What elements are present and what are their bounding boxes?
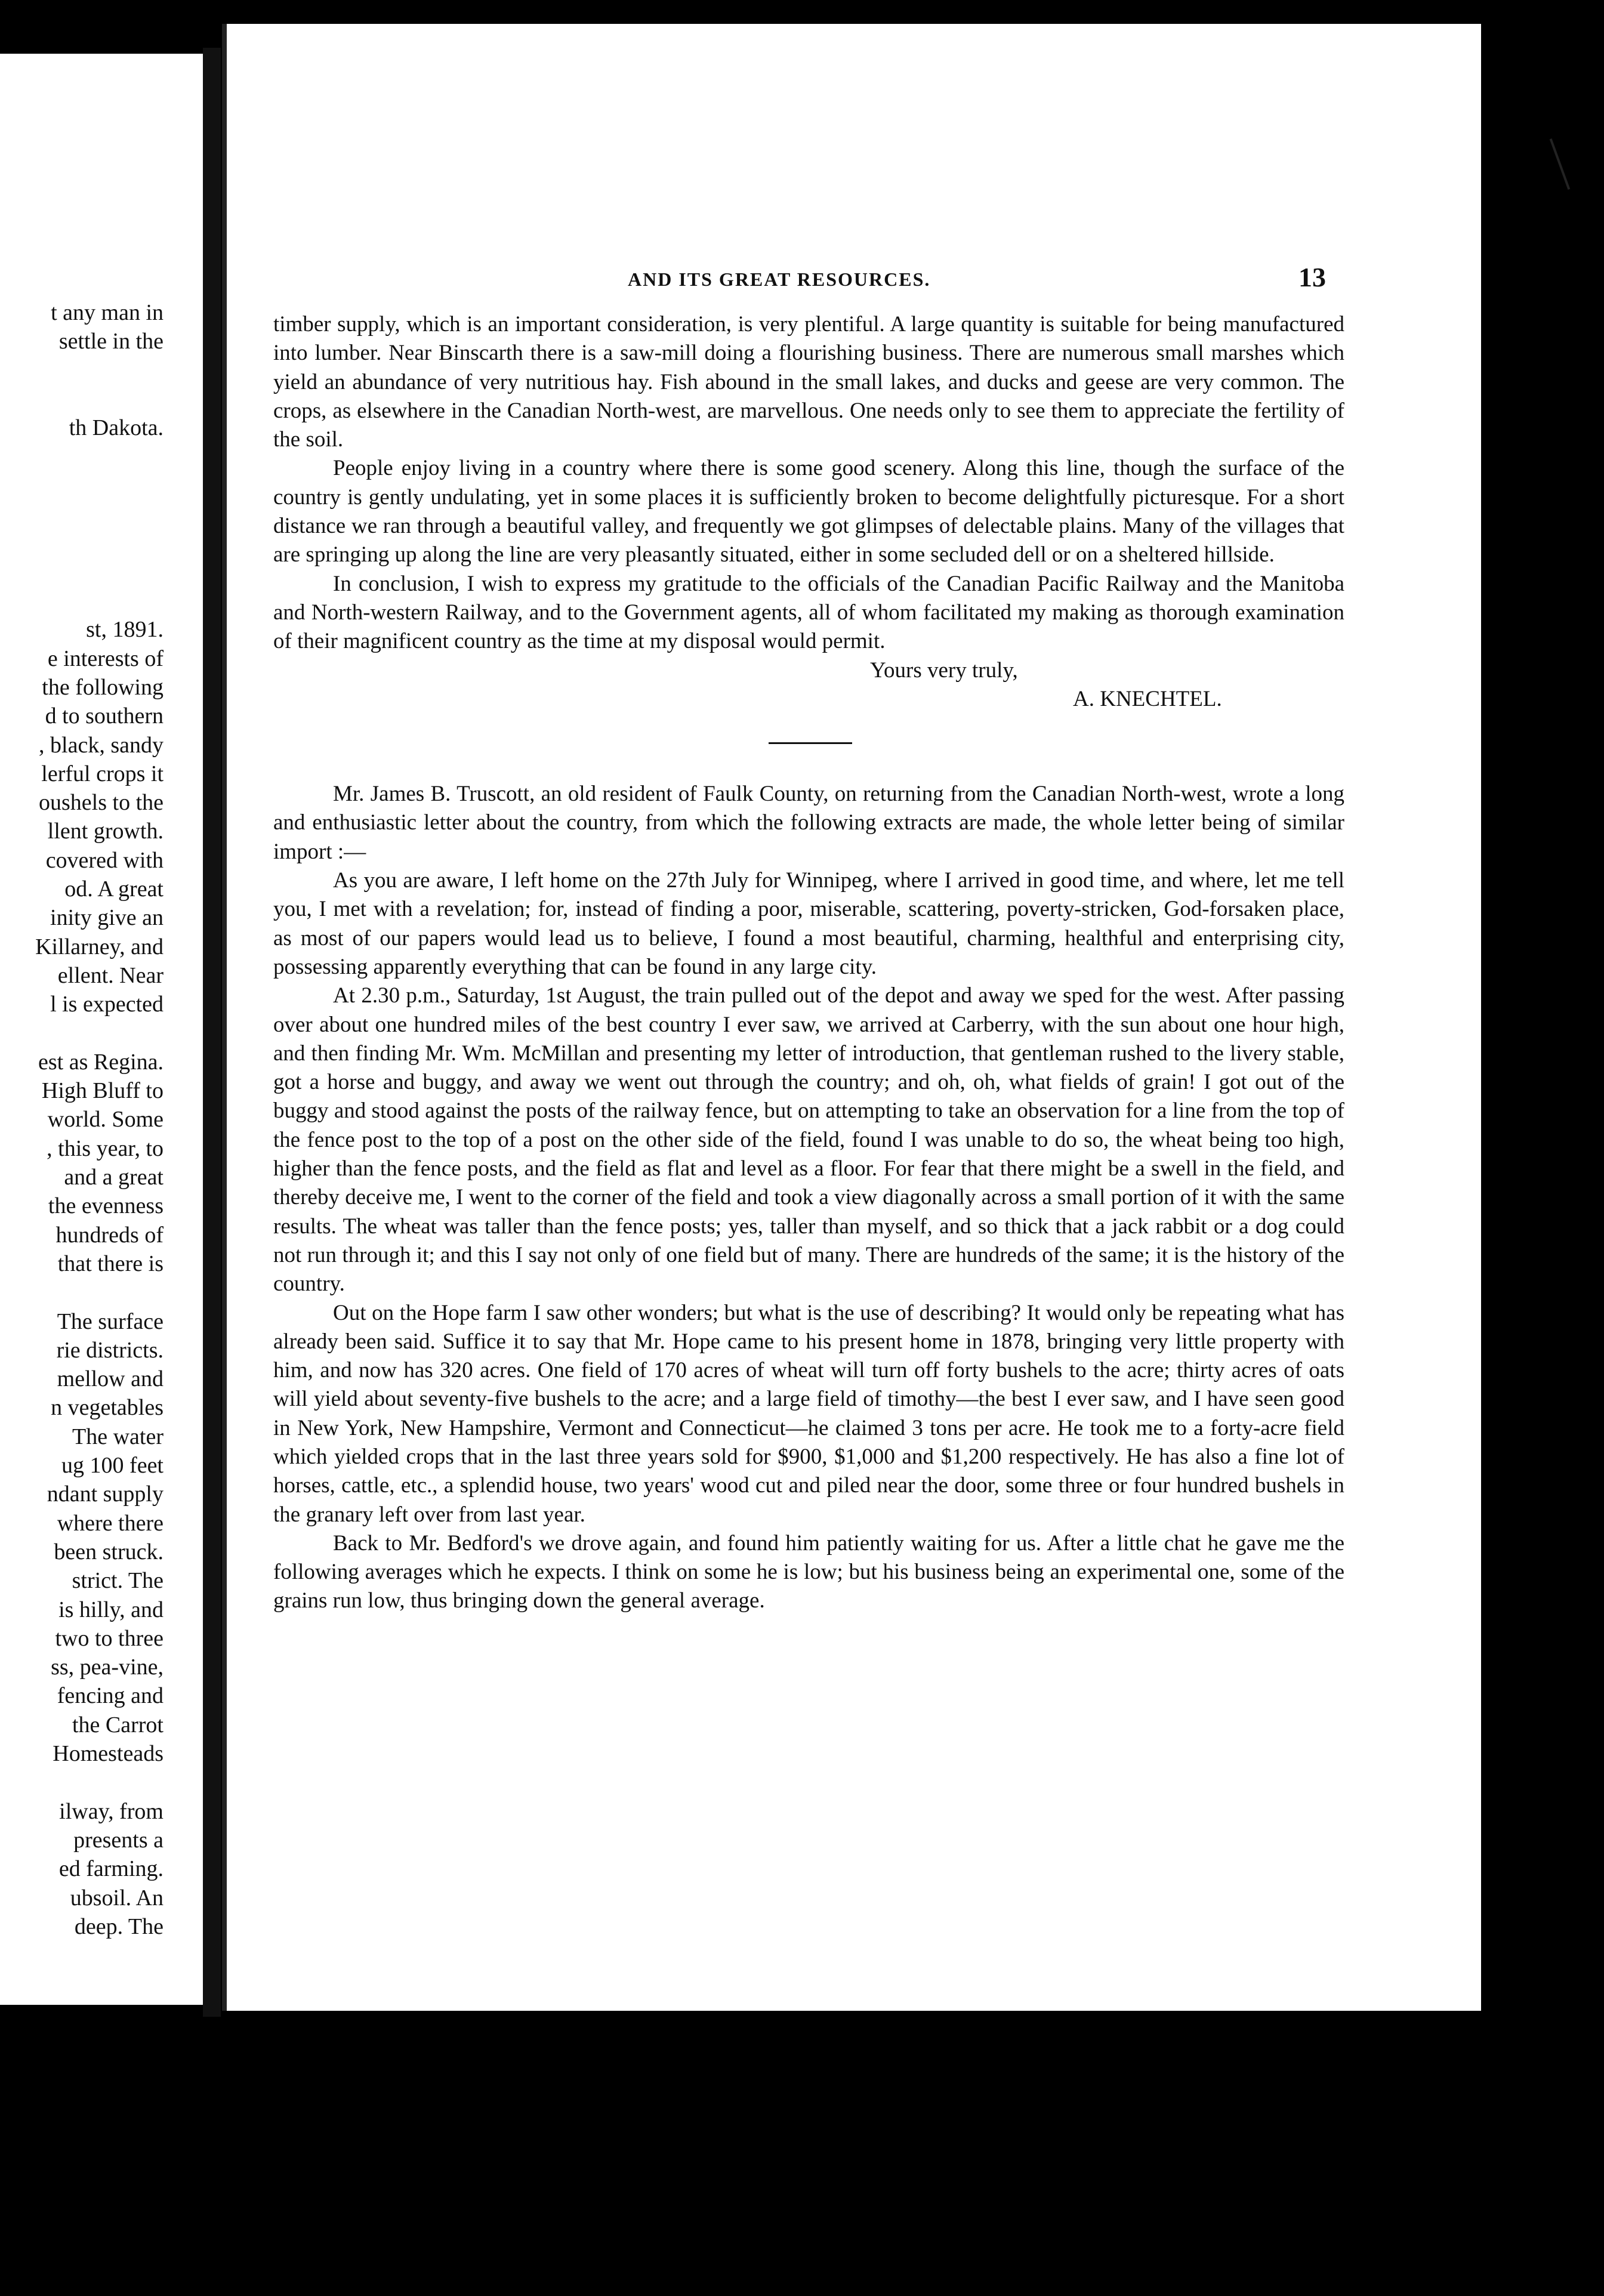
left-page-line: th Dakota.	[69, 415, 164, 441]
left-page-line: covered with	[45, 847, 164, 873]
left-page-line: and a great	[64, 1165, 164, 1190]
left-page-line: od. A great	[64, 877, 164, 902]
left-page-line: ellent. Near	[57, 962, 164, 988]
left-page-line: deep. The	[74, 1914, 164, 1939]
left-page-line: st, 1891.	[86, 617, 164, 643]
left-page-line: the following	[42, 674, 164, 700]
left-page-line: ilway, from	[59, 1798, 164, 1824]
body-text	[273, 310, 1344, 1616]
left-page-line: mellow and	[57, 1366, 164, 1392]
left-page-line: , this year, to	[47, 1135, 164, 1161]
scan-mark	[1550, 138, 1571, 190]
left-page-line: e interests of	[47, 646, 164, 671]
left-page-line: settle in the	[58, 329, 164, 354]
left-page-line: oushels to the	[39, 790, 164, 816]
left-page-line: ubsoil. An	[70, 1885, 164, 1911]
left-page-line: , black, sandy	[39, 732, 164, 758]
left-page-line: High Bluff to	[41, 1078, 164, 1104]
page-13	[222, 24, 1481, 2011]
paragraph-winnipeg: As you are aware, I left home on the 27th July for Winnipeg, where I arrived in good time, and where, let me tell you, I met with a revelation; for, instead of finding a poor, miserable, scattering, poverty-stricken, God-forsaken place, as most of our papers would lead us to believe, I found a most beautiful, charming, healthful and enterprising city, possessing apparently everything that can be found in any large city.	[273, 868, 1344, 979]
running-head: AND ITS GREAT RESOURCES.	[628, 269, 931, 290]
left-page-line: hundreds of	[55, 1222, 164, 1248]
left-page-line: ed farming.	[58, 1856, 164, 1882]
left-page-line: d to southern	[45, 703, 164, 729]
left-page-line: rie districts.	[56, 1337, 164, 1363]
left-page-line: that there is	[57, 1251, 164, 1276]
left-page-line: The water	[72, 1424, 164, 1449]
left-page-line: world. Some	[47, 1107, 164, 1132]
paragraph-scenery: People enjoy living in a country where there is some good scenery. Along this line, though the surface of the country is gently undulating, yet in some places it is sufficiently broken to become delightfully picturesque. For a short distance we ran through a beautiful valley, and frequently we got glimpses of delectable plains. Many of the villages that are springing up along the line are very pleasantly situated, either in some secluded dell or on a sheltered hillside.	[273, 456, 1344, 567]
left-page-line: where there	[57, 1510, 164, 1536]
paragraph-conclusion: In conclusion, I wish to express my gratitude to the officials of the Canadian Pacific Railway and the Manitoba and North-western Railway, and to the Government agents, all of whom facilitated my making as thorough examination of their magnificent country as the time at my disposal would permit.	[273, 571, 1344, 654]
left-page-line: strict. The	[72, 1568, 164, 1594]
left-page-line: is hilly, and	[58, 1597, 164, 1622]
left-page-line: been struck.	[54, 1539, 164, 1564]
left-page-line: two to three	[55, 1625, 164, 1651]
book-gutter	[203, 48, 221, 2017]
left-page-line: t any man in	[51, 300, 164, 325]
paragraph-timber-supply: timber supply, which is an important consideration, is very plentiful. A large quantity is suitable for being manufactured into lumber. Near Binscarth there is a saw-mill doing a flourishing business. There are numerous small marshes which yield an abundance of very nutritious hay. Fish abound in the small lakes, and ducks and geese are very common. The crops, as elsewhere in the Canadian North-west, are marvellous. One needs only to see them to appreciate the fertility of the soil.	[273, 312, 1344, 452]
left-page-line: ug 100 feet	[61, 1453, 164, 1478]
left-page-line: inity give an	[50, 905, 164, 931]
left-page-line: l is expected	[50, 992, 164, 1017]
left-page-line: the Carrot	[72, 1712, 164, 1738]
page-number: 13	[1298, 262, 1326, 292]
paragraph-truscott-intro: Mr. James B. Truscott, an old resident of Faulk County, on returning from the Canadian North-west, wrote a long and enthusiastic letter about the country, from which the following extracts are made, the whole letter being of similar import :—	[273, 782, 1344, 864]
left-page-line: fencing and	[57, 1683, 164, 1709]
letter-signature: A. KNECHTEL.	[1073, 686, 1222, 711]
left-page-line: llent growth.	[47, 819, 164, 844]
left-facing-page-fragment	[0, 54, 203, 2005]
paragraph-bedford: Back to Mr. Bedford's we drove again, and found him patiently waiting for us. After a little chat he gave me the following averages which he expects. I think on some he is low; but his business being an experimental one, some of the grains run low, thus bringing down the general average.	[273, 1530, 1344, 1613]
left-page-line: Homesteads	[53, 1741, 164, 1766]
left-page-line: the evenness	[48, 1193, 164, 1219]
left-page-line: ss, pea-vine,	[51, 1655, 164, 1680]
letter-closing: Yours very truly,	[870, 658, 1018, 683]
page-header	[222, 257, 1481, 292]
paragraph-carberry: At 2.30 p.m., Saturday, 1st August, the train pulled out of the depot and away we sped for the west. After passing over about one hundred miles of the best country I ever saw, we arrived at Carberry, with the sun about one hour high, and then finding Mr. Wm. McMillan and presenting my letter of introduction, that gentleman rushed to the livery stable, got a horse and buggy, and away we went out through the country; and oh, oh, what fields of grain! I got out of the buggy and stood against the posts of the railway fence, but on attempting to take an observation for a line from the top of the fence post to the top of a post on the other side of the field, found I was unable to do so, the wheat being too high, higher than the fence posts, and the field as flat and level as a floor. For fear that there might be a swell in the field, and thereby deceive me, I went to the corner of the field and took a view diagonally across a small portion of it with the same results. The wheat was taller than the fence posts; yes, taller than myself, and so thick that a jack rabbit or a dog could not run through it; and this I say not only of one field but of many. There are hundreds of the same; it is the history of the country.	[273, 983, 1344, 1297]
left-page-line: Killarney, and	[35, 934, 164, 959]
paragraph-hope-farm: Out on the Hope farm I saw other wonders; but what is the use of describing? It would only be repeating what has already been said. Suffice it to say that Mr. Hope came to his present home in 1878, bringing very little property with him, and now has 320 acres. One field of 170 acres of wheat will turn off forty bushels to the acre; thirty acres of oats will yield about seventy-five bushels to the acre; and a large field of timothy—the best I ever saw, and I have seen good in New York, New Hampshire, Vermont and Connecticut—he claimed 3 tons per acre. He took me to a forty-acre field which yielded crops that in the last three years sold for $900, $1,000 and $1,200 respectively. He has also a fine lot of horses, cattle, etc., a splendid house, two years' wood cut and piled near the door, some three or four hundred bushels in the granary left over from last year.	[273, 1300, 1344, 1527]
left-page-line: ndant supply	[47, 1482, 164, 1507]
section-divider	[769, 742, 852, 744]
left-page-line: est as Regina.	[38, 1049, 164, 1075]
left-page-line: n vegetables	[51, 1395, 164, 1421]
left-page-line: presents a	[73, 1827, 164, 1853]
left-page-line: The surface	[57, 1309, 164, 1334]
left-page-line: lerful crops it	[41, 761, 164, 786]
